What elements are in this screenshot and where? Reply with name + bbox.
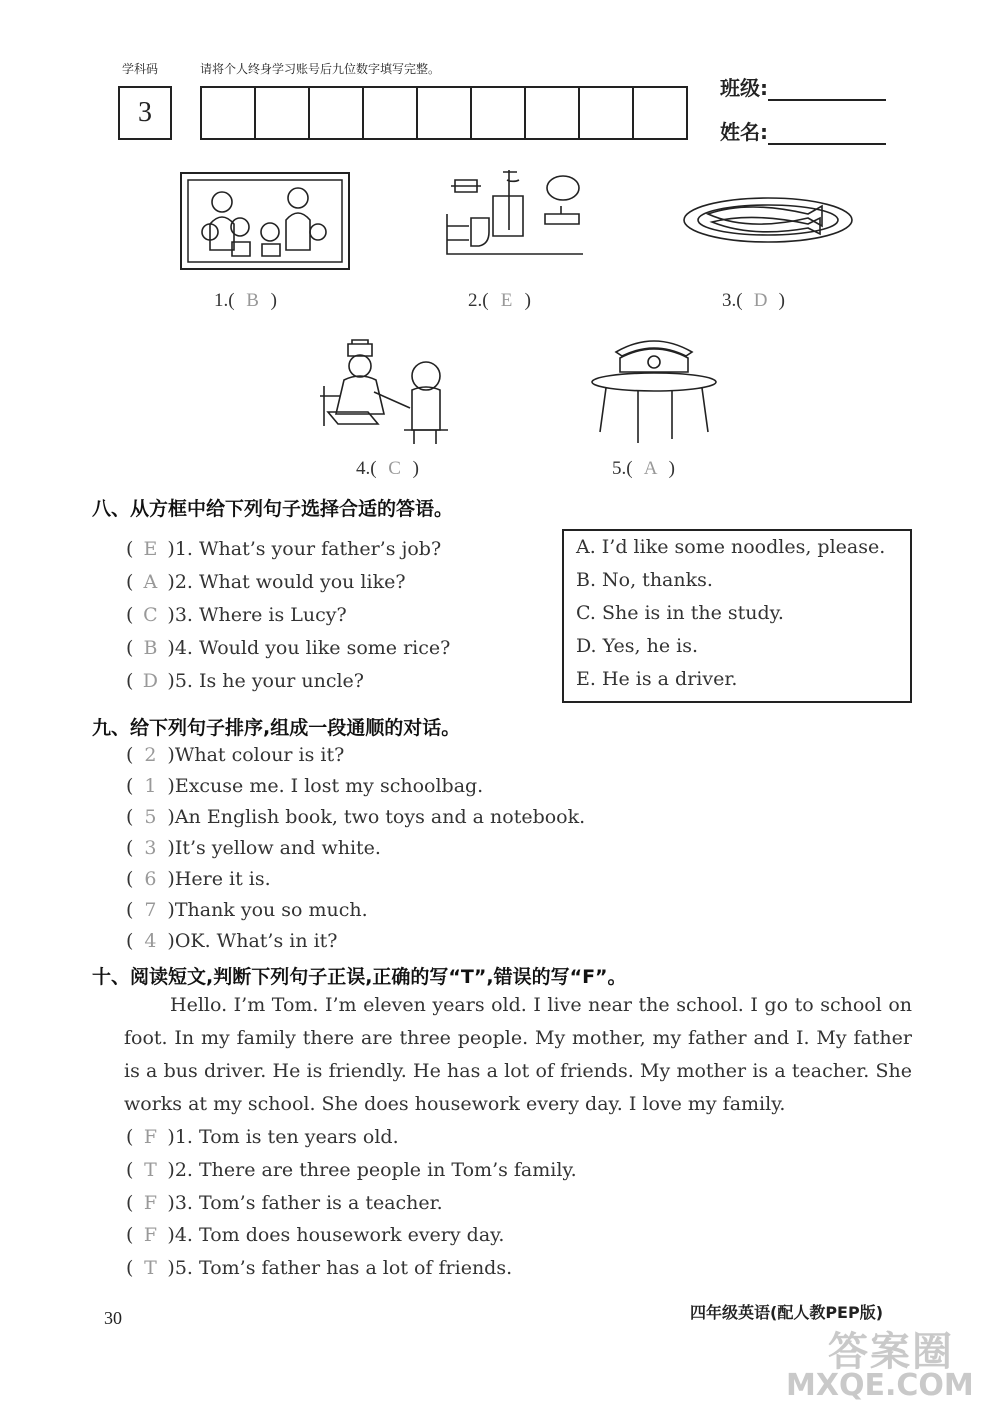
section-10-title: 十、阅读短文,判断下列句子正误,正确的写“T”,错误的写“F”。 <box>92 966 627 988</box>
option-e: E. He is a driver. <box>576 668 738 690</box>
watermark-url: MXQE.COM <box>786 1368 974 1403</box>
option-d: D. Yes, he is. <box>576 635 698 657</box>
section-9-item: ( 5 )An English book, two toys and a notebook. <box>126 806 586 828</box>
phone-table-icon <box>590 336 720 444</box>
digit-cell[interactable] <box>524 88 578 138</box>
answer-blank[interactable]: F <box>143 1224 158 1246</box>
section-10-item: ( F )1. Tom is ten years old. <box>126 1126 399 1148</box>
answer-blank[interactable]: E <box>143 538 158 560</box>
section-10-item: ( T )5. Tom’s father has a lot of friends. <box>126 1257 513 1279</box>
option-a: A. I’d like some noodles, please. <box>576 536 886 558</box>
bathroom-icon <box>445 166 585 258</box>
section-8-title: 八、从方框中给下列句子选择合适的答语。 <box>92 498 454 520</box>
answer-blank[interactable]: C <box>388 458 401 479</box>
answer-blank[interactable]: A <box>143 571 158 593</box>
section-8-item: ( D )5. Is he your uncle? <box>126 670 364 692</box>
answer-blank[interactable]: F <box>143 1192 158 1214</box>
answer-blank[interactable]: B <box>143 637 158 659</box>
subject-code-label: 学科码 <box>122 62 159 76</box>
answer-blank[interactable]: 3 <box>144 837 157 859</box>
section-9-item: ( 3 )It’s yellow and white. <box>126 837 381 859</box>
account-instruction: 请将个人终身学习账号后九位数字填写完整。 <box>200 62 441 76</box>
book-title: 四年级英语(配人教PEP版) <box>690 1303 884 1322</box>
picture-answer-1: 1.( B ) <box>214 290 277 311</box>
section-8-item: ( E )1. What’s your father’s job? <box>126 538 442 560</box>
fish-plate-icon <box>682 190 854 246</box>
doctor-icon <box>318 336 458 448</box>
digit-cell[interactable] <box>308 88 362 138</box>
picture-answer-5: 5.( A ) <box>612 458 675 479</box>
answer-blank[interactable]: T <box>144 1159 157 1181</box>
section-10-item: ( T )2. There are three people in Tom’s family. <box>126 1159 577 1181</box>
family-photo-icon <box>180 172 350 270</box>
answer-blank[interactable]: 2 <box>144 744 157 766</box>
name-input-line[interactable] <box>768 123 886 145</box>
section-9-item: ( 6 )Here it is. <box>126 868 271 890</box>
picture-answer-4: 4.( C ) <box>356 458 419 479</box>
answer-blank[interactable]: B <box>246 290 259 311</box>
answer-blank[interactable]: 7 <box>144 899 157 921</box>
digit-cell[interactable] <box>632 88 686 138</box>
answer-blank[interactable]: 5 <box>144 806 157 828</box>
section-9-item: ( 4 )OK. What’s in it? <box>126 930 338 952</box>
digit-cell[interactable] <box>254 88 308 138</box>
watermark-logo-text: 答案圈 <box>828 1329 954 1375</box>
subject-code-box <box>118 86 172 140</box>
answer-blank[interactable]: 4 <box>144 930 157 952</box>
section-9-item: ( 7 )Thank you so much. <box>126 899 368 921</box>
answer-blank[interactable]: D <box>142 670 159 692</box>
digit-cell[interactable] <box>470 88 524 138</box>
page-number: 30 <box>104 1308 122 1328</box>
options-box <box>562 529 912 703</box>
answer-blank[interactable]: 1 <box>144 775 157 797</box>
digit-cell[interactable] <box>202 88 254 138</box>
section-8-item: ( A )2. What would you like? <box>126 571 406 593</box>
section-9-item: ( 2 )What colour is it? <box>126 744 345 766</box>
answer-blank[interactable]: D <box>753 290 768 311</box>
class-field <box>720 72 886 101</box>
digit-cell[interactable] <box>578 88 632 138</box>
option-c: C. She is in the study. <box>576 602 784 624</box>
section-8-item: ( B )4. Would you like some rice? <box>126 637 451 659</box>
answer-blank[interactable]: 6 <box>144 868 157 890</box>
digit-cell[interactable] <box>362 88 416 138</box>
section-10-item: ( F )4. Tom does housework every day. <box>126 1224 505 1246</box>
class-input-line[interactable] <box>768 79 886 101</box>
class-label: 班级: <box>720 76 768 100</box>
section-8-item: ( C )3. Where is Lucy? <box>126 604 347 626</box>
option-b: B. No, thanks. <box>576 569 713 591</box>
answer-blank[interactable]: A <box>643 458 658 479</box>
name-label: 姓名: <box>720 120 768 144</box>
account-digit-boxes <box>200 86 688 140</box>
reading-passage: Hello. I’m Tom. I’m eleven years old. I live near the school. I go to school on foot. In my family there are three people. My mother, my father and I. My father is a bus driver. He is friendly. He has a lot of friends. My mother is a teacher. She works at my school. She does housework every day. I love my family. <box>124 994 912 1115</box>
section-9-item: ( 1 )Excuse me. I lost my schoolbag. <box>126 775 484 797</box>
answer-blank[interactable]: T <box>144 1257 157 1279</box>
name-field <box>720 116 886 145</box>
subject-code: 3 <box>138 97 152 128</box>
section-10-item: ( F )3. Tom’s father is a teacher. <box>126 1192 443 1214</box>
answer-blank[interactable]: C <box>143 604 158 626</box>
picture-answer-2: 2.( E ) <box>468 290 531 311</box>
answer-blank[interactable]: E <box>500 290 513 311</box>
digit-cell[interactable] <box>416 88 470 138</box>
section-9-title: 九、给下列句子排序,组成一段通顺的对话。 <box>92 717 461 739</box>
answer-blank[interactable]: F <box>143 1126 158 1148</box>
picture-answer-3: 3.( D ) <box>722 290 785 311</box>
